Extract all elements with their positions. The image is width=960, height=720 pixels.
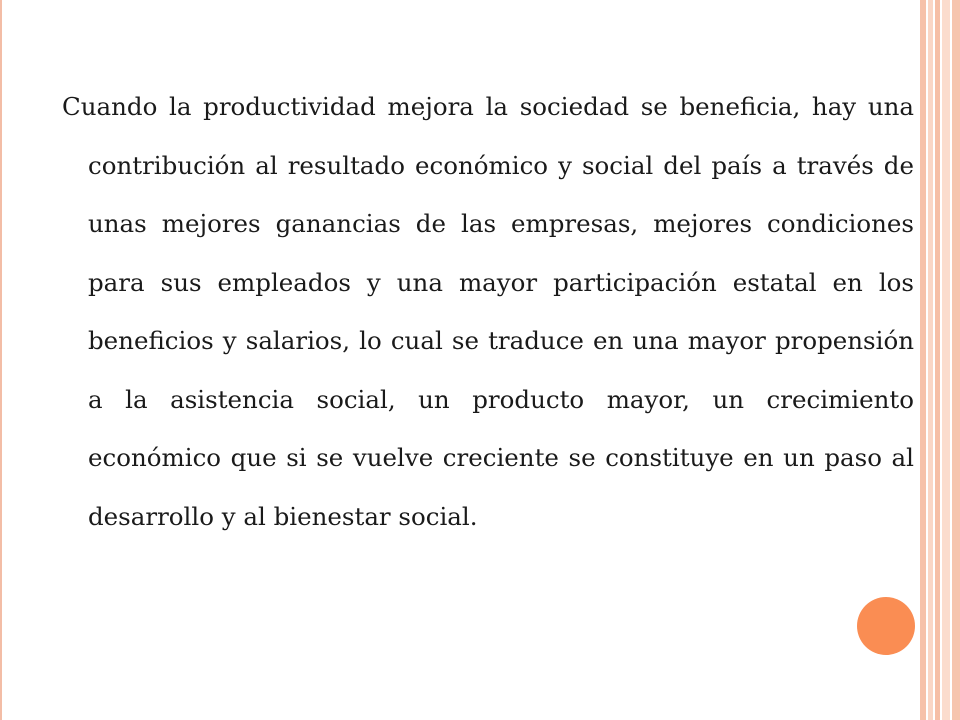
right-border-stripe <box>928 0 933 720</box>
right-border-stripe <box>952 0 960 720</box>
right-border-stripe <box>942 0 950 720</box>
left-border-line <box>0 0 2 720</box>
accent-circle <box>857 597 915 655</box>
right-border-stripe <box>920 0 926 720</box>
right-border-stripe <box>935 0 940 720</box>
body-paragraph: Cuando la productividad mejora la sociedad se beneficia, hay una contribución al resultado económico y social del país a través de unas mejores ganancias de las empresas, mejores condiciones para sus empleados y una mayor participación estatal en los beneficios y salarios, lo cual se traduce en una mayor propensión a la asistencia social, un producto mayor, un crecimiento económico que si se vuelve creciente se constituye en un paso al desarrollo y al bienestar social. <box>62 92 914 531</box>
